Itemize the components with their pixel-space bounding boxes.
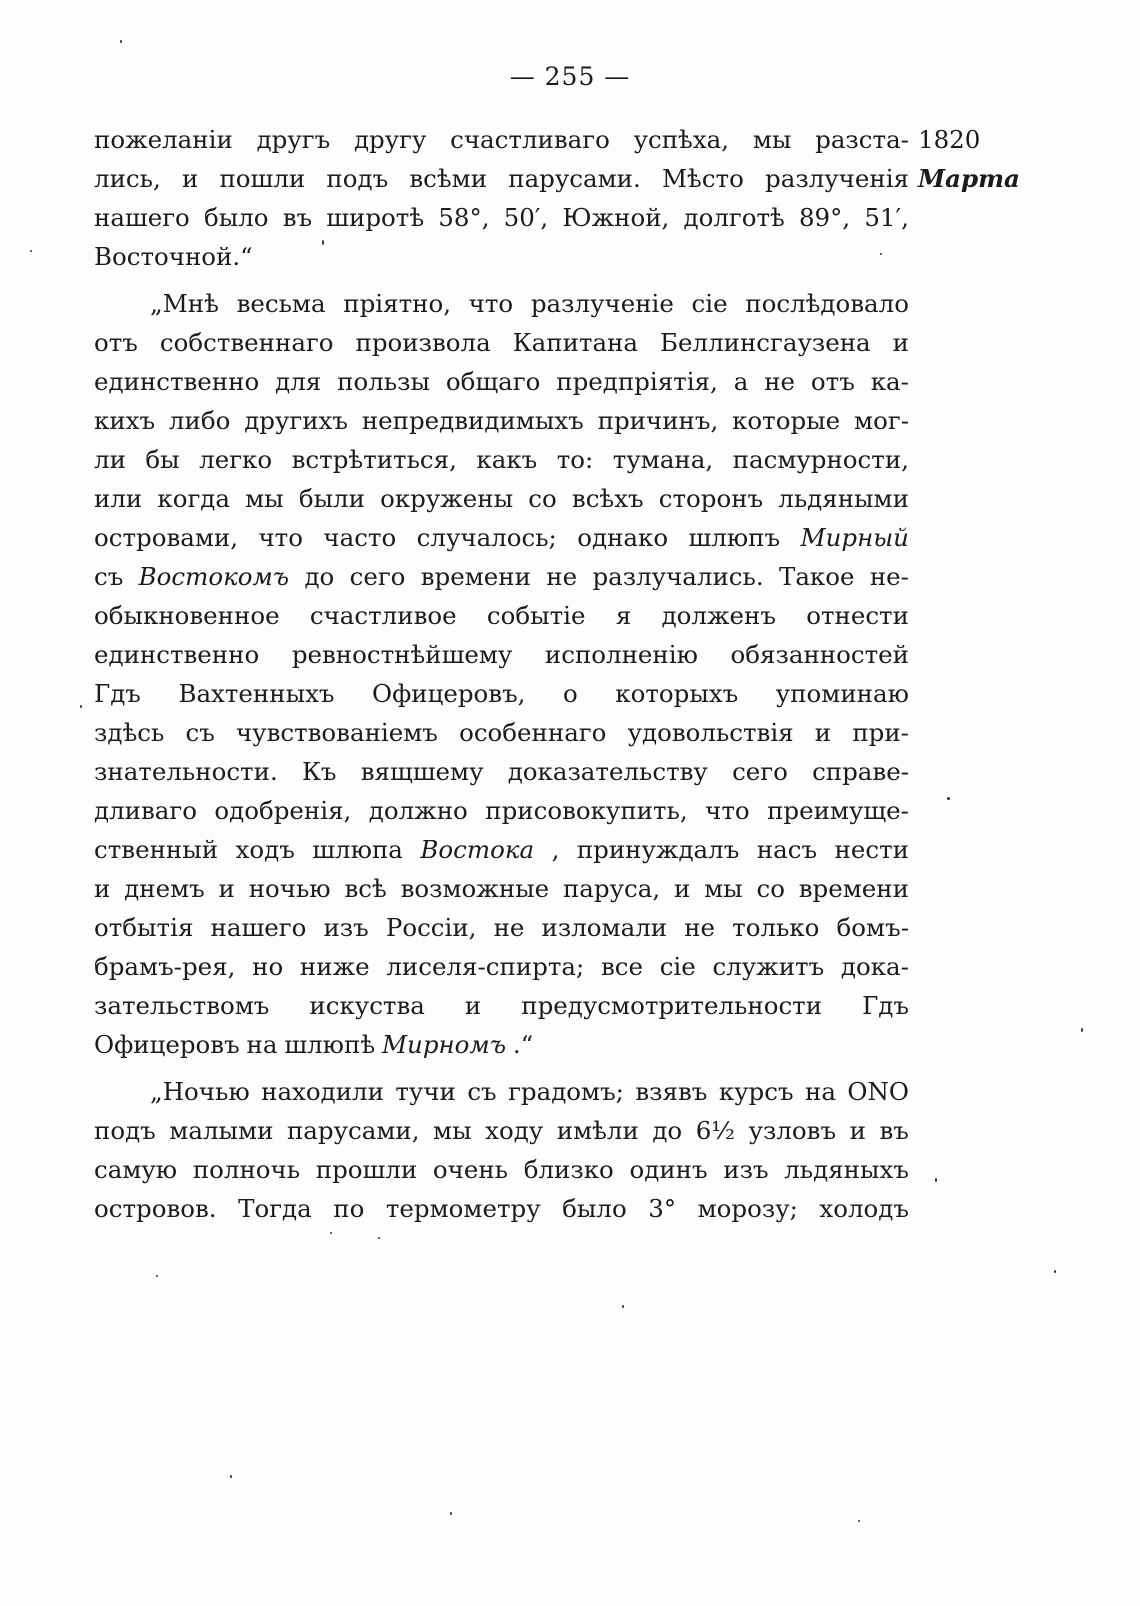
word: тумана, <box>612 445 714 474</box>
word: доказательству <box>507 757 708 786</box>
word: и <box>94 874 111 903</box>
text-line <box>94 440 909 479</box>
speck <box>330 1232 332 1234</box>
word: отъ <box>810 367 855 396</box>
word: другу <box>353 125 427 154</box>
word: преимуще- <box>767 796 909 825</box>
word: Южной, <box>562 203 670 232</box>
word: часто <box>323 523 397 552</box>
word: было <box>203 203 269 232</box>
word: всѣхъ <box>571 484 644 513</box>
text-line <box>94 1025 909 1064</box>
word: разста- <box>815 125 909 154</box>
text-line <box>94 986 909 1025</box>
italic-word: Мирный <box>800 523 909 552</box>
word: счастливое <box>309 601 457 630</box>
word: Восточной.“ <box>94 242 253 271</box>
word: разлучались. <box>592 562 764 591</box>
word: событіе <box>486 601 586 630</box>
word: то: <box>556 445 594 474</box>
word: чувствованіемъ <box>235 718 438 747</box>
margin-month: Марта <box>918 164 1020 193</box>
text-line <box>94 518 909 557</box>
word: со <box>756 874 785 903</box>
speck <box>622 1305 624 1308</box>
word: курсъ <box>718 1077 794 1106</box>
word: а <box>733 367 749 396</box>
word: единственно <box>94 640 260 669</box>
speck <box>230 1475 232 1478</box>
word: Мѣсто <box>661 164 744 193</box>
word: одинъ <box>629 1155 708 1184</box>
text-line <box>94 674 909 713</box>
word: но <box>252 952 284 981</box>
word: находили <box>261 1077 384 1106</box>
word: общаго <box>445 367 541 396</box>
word: льдяными <box>778 484 909 513</box>
word: тучи <box>395 1077 456 1106</box>
body-text <box>94 120 909 1228</box>
word: полночь <box>192 1155 301 1184</box>
word: въ <box>879 1116 909 1145</box>
word: шлюпа <box>312 835 403 864</box>
word: исполненію <box>544 640 698 669</box>
word: и <box>814 718 832 747</box>
word: сіе <box>691 289 728 318</box>
speck <box>156 1275 158 1277</box>
italic-word: Мирномъ <box>381 1030 507 1059</box>
word: сего <box>732 757 788 786</box>
text-line <box>94 791 909 830</box>
word: пасмурности, <box>732 445 909 474</box>
word: сіе <box>659 952 696 981</box>
text-line <box>94 1189 909 1228</box>
text-line <box>94 362 909 401</box>
word: не <box>684 913 716 942</box>
word: очень <box>432 1155 509 1184</box>
word: мог- <box>854 406 909 435</box>
word: подъ <box>326 164 389 193</box>
word: и <box>464 991 482 1020</box>
word: изъ <box>723 1155 769 1184</box>
word: по <box>333 1194 365 1223</box>
word: островами, <box>94 523 239 552</box>
word: причинъ, <box>597 406 719 435</box>
word: Гдъ <box>862 991 909 1020</box>
word: днемъ <box>124 874 205 903</box>
word: которые <box>732 406 841 435</box>
word: справе- <box>812 757 909 786</box>
word: 58°, <box>438 203 490 232</box>
word: дливаго <box>94 796 197 825</box>
word: на <box>246 1030 278 1059</box>
word: времени <box>798 874 909 903</box>
word: обязанностей <box>730 640 909 669</box>
word: возможные <box>400 874 550 903</box>
word: другъ <box>256 125 331 154</box>
word: разлученія <box>765 164 909 193</box>
text-line <box>94 159 909 198</box>
word: нашего <box>94 203 190 232</box>
word: удовольствія <box>627 718 794 747</box>
word: насъ <box>756 835 818 864</box>
word: Беллинсгаузена <box>660 328 871 357</box>
word: до <box>652 1116 683 1145</box>
speck <box>450 1512 452 1515</box>
speck <box>1054 1270 1056 1273</box>
word: произвола <box>355 328 491 357</box>
word: 3° <box>648 1194 677 1223</box>
word: лиселя-спирта; <box>386 952 585 981</box>
text-line <box>94 198 909 237</box>
text-line <box>94 557 909 596</box>
word: съ <box>467 1077 497 1106</box>
word: въ <box>282 203 313 232</box>
word: изъ <box>323 913 369 942</box>
word: времени <box>420 562 531 591</box>
word: термометру <box>385 1194 541 1223</box>
word: ка- <box>870 367 909 396</box>
word: „Ночью <box>150 1077 250 1106</box>
word: съ <box>185 718 215 747</box>
word: которыхъ <box>615 679 739 708</box>
word: всѣми <box>409 164 488 193</box>
text-line <box>94 947 909 986</box>
text-line <box>94 323 909 362</box>
word: успѣха, <box>633 125 730 154</box>
word: самую <box>94 1155 178 1184</box>
word: , <box>551 835 560 864</box>
word: ночью <box>248 874 331 903</box>
word: холодъ <box>819 1194 909 1223</box>
word: на <box>804 1077 836 1106</box>
page-number: — 255 — <box>509 62 631 91</box>
word: искуства <box>309 991 425 1020</box>
word: изломали <box>541 913 668 942</box>
word: отнести <box>806 601 909 630</box>
word: пріятно, <box>343 289 451 318</box>
text-line <box>94 284 909 323</box>
word: парусами, <box>286 1116 420 1145</box>
word: бы <box>145 445 180 474</box>
word: мы <box>752 125 792 154</box>
word: со <box>528 484 557 513</box>
word: ходу <box>485 1116 544 1145</box>
text-line <box>94 635 909 674</box>
word: весьма <box>236 289 326 318</box>
word: малыми <box>169 1116 274 1145</box>
word: бомъ- <box>836 913 909 942</box>
word: другихъ <box>244 406 348 435</box>
word: Вахтенныхъ <box>178 679 335 708</box>
word: съ <box>94 562 124 591</box>
speck <box>858 1520 860 1522</box>
word: встрѣтиться, <box>291 445 457 474</box>
speck <box>880 253 882 255</box>
word: ревностнѣйшему <box>291 640 513 669</box>
word: ственный <box>94 835 219 864</box>
word: все <box>600 952 643 981</box>
word: предпріятія, <box>556 367 718 396</box>
italic-word: Востока <box>420 835 535 864</box>
word: 89°, <box>798 203 851 232</box>
word: Офицеровъ, <box>372 679 526 708</box>
word: .“ <box>512 1030 534 1059</box>
word: и <box>849 1116 866 1145</box>
word: нести <box>834 835 909 864</box>
word: пошли <box>219 164 306 193</box>
word: послѣдовало <box>745 289 909 318</box>
italic-word: Востокомъ <box>138 562 290 591</box>
word: паруса, <box>562 874 661 903</box>
word: Офицеровъ <box>94 1030 240 1059</box>
speck <box>935 1178 937 1182</box>
word: широтѣ <box>326 203 425 232</box>
word: здѣсь <box>94 718 165 747</box>
word: 50′, <box>503 203 549 232</box>
text-line <box>94 830 909 869</box>
word: зательствомъ <box>94 991 270 1020</box>
word: брамъ-рея, <box>94 952 236 981</box>
word: что <box>258 523 303 552</box>
word: Тогда <box>238 1194 312 1223</box>
word: было <box>562 1194 627 1223</box>
text-line <box>94 596 909 635</box>
word: служитъ <box>712 952 825 981</box>
word: о <box>563 679 578 708</box>
word: 6½ <box>695 1116 736 1145</box>
word: окружены <box>380 484 514 513</box>
word: собственнаго <box>159 328 334 357</box>
word: не <box>546 562 578 591</box>
word: при- <box>852 718 909 747</box>
word: предусмотрительности <box>521 991 823 1020</box>
word: Къ <box>301 757 337 786</box>
word: вящшему <box>360 757 484 786</box>
word: упоминаю <box>775 679 909 708</box>
speck <box>120 40 122 43</box>
word: узловъ <box>748 1116 837 1145</box>
text-line <box>94 752 909 791</box>
word: сторонъ <box>658 484 764 513</box>
word: дока- <box>840 952 909 981</box>
word: я <box>615 601 632 630</box>
word: Россіи, <box>385 913 477 942</box>
word: пользы <box>337 367 430 396</box>
word: всѣ <box>344 874 387 903</box>
word: взявъ <box>635 1077 708 1106</box>
margin-year: 1820 <box>918 125 981 154</box>
text-line <box>94 869 909 908</box>
word: и <box>218 874 235 903</box>
word: были <box>298 484 365 513</box>
word: ниже <box>299 952 370 981</box>
word: должно <box>368 796 468 825</box>
word: разлученіе <box>530 289 674 318</box>
word: 51′, <box>864 203 909 232</box>
word: парусами. <box>508 164 641 193</box>
word: присовокупить, <box>485 796 688 825</box>
word: лись, <box>94 164 161 193</box>
text-line <box>94 1150 909 1189</box>
word: ONO <box>847 1077 909 1106</box>
word: случалось; <box>416 523 557 552</box>
speck <box>80 705 82 708</box>
word: прошли <box>315 1155 418 1184</box>
speck <box>322 240 324 245</box>
text-line <box>94 1072 909 1111</box>
word: Такое <box>778 562 855 591</box>
word: не <box>493 913 525 942</box>
word: сего <box>349 562 406 591</box>
word: и <box>181 164 199 193</box>
word: долженъ <box>661 601 776 630</box>
word: подъ <box>94 1116 156 1145</box>
speck <box>1081 1028 1083 1032</box>
word: только <box>732 913 820 942</box>
word: что <box>705 796 750 825</box>
word: или <box>94 484 143 513</box>
word: какъ <box>476 445 538 474</box>
word: отъ <box>94 328 138 357</box>
word: счастливаго <box>450 125 610 154</box>
word: мы <box>245 484 284 513</box>
word: когда <box>157 484 230 513</box>
word: пожеланіи <box>94 125 233 154</box>
word: и <box>892 328 909 357</box>
word: что <box>468 289 514 318</box>
word: однако <box>577 523 669 552</box>
word: принуждалъ <box>576 835 740 864</box>
word: особеннаго <box>459 718 607 747</box>
word: ходъ <box>235 835 295 864</box>
word: нашего <box>210 913 307 942</box>
word: непредвидимыхъ <box>361 406 584 435</box>
text-line <box>94 1111 909 1150</box>
text-line <box>94 237 909 276</box>
word: и <box>673 874 691 903</box>
text-line <box>94 120 909 159</box>
word: близко <box>523 1155 614 1184</box>
word: долготѣ <box>683 203 785 232</box>
word: ли <box>94 445 126 474</box>
word: Капитана <box>512 328 639 357</box>
word: морозу; <box>697 1194 798 1223</box>
word: не- <box>869 562 909 591</box>
word: шлюпѣ <box>284 1030 376 1059</box>
word: единственно <box>94 367 260 396</box>
word: кихъ <box>94 406 156 435</box>
word: легко <box>199 445 273 474</box>
word: градомъ; <box>508 1077 624 1106</box>
speck <box>378 1237 380 1239</box>
word: льдяныхъ <box>784 1155 909 1184</box>
word: отбытія <box>94 913 194 942</box>
word: знательности. <box>94 757 278 786</box>
text-line <box>94 479 909 518</box>
word: для <box>275 367 322 396</box>
word: имѣли <box>556 1116 639 1145</box>
text-line <box>94 908 909 947</box>
text-line <box>94 401 909 440</box>
word: мы <box>704 874 743 903</box>
word: до <box>304 562 335 591</box>
word: Гдъ <box>94 679 141 708</box>
text-line <box>94 713 909 752</box>
speck <box>947 797 950 800</box>
word: мы <box>433 1116 472 1145</box>
word: одобренія, <box>214 796 352 825</box>
word: островов. <box>94 1194 217 1223</box>
word: обыкновенное <box>94 601 280 630</box>
word: шлюпъ <box>688 523 781 552</box>
word: „Мнѣ <box>150 289 219 318</box>
speck <box>30 250 32 252</box>
word: либо <box>168 406 231 435</box>
word: не <box>764 367 796 396</box>
